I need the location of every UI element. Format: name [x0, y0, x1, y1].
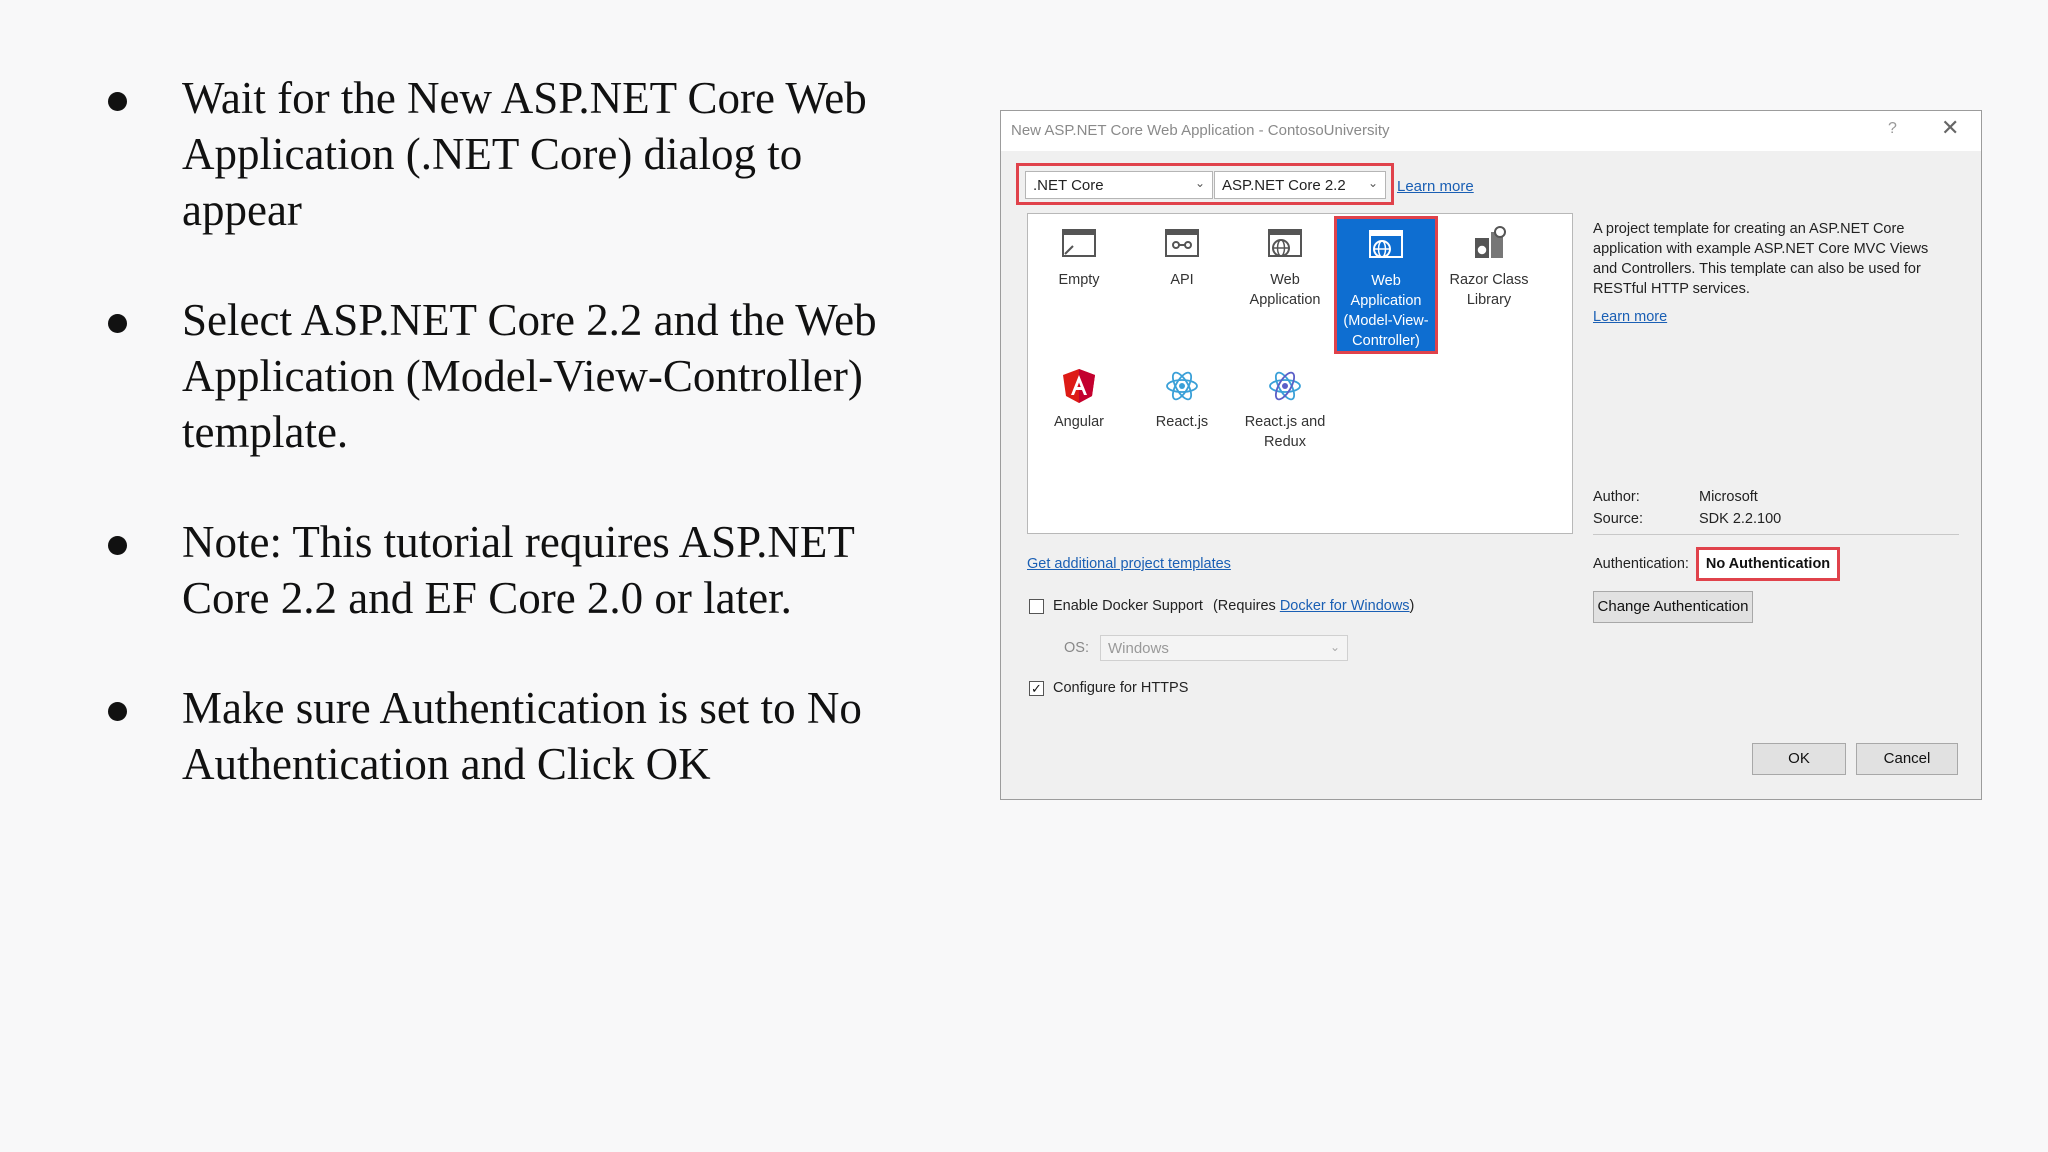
learn-more-link[interactable]: Learn more — [1397, 178, 1474, 195]
empty-template-icon — [1059, 224, 1099, 264]
get-templates-link[interactable]: Get additional project templates — [1027, 556, 1231, 572]
bullet-dot — [108, 92, 127, 111]
dialog-titlebar — [1001, 111, 1981, 151]
authentication-label: Authentication: — [1593, 556, 1689, 572]
template-empty[interactable] — [1030, 214, 1128, 290]
source-value: SDK 2.2.100 — [1699, 511, 1782, 527]
dialog-title: New ASP.NET Core Web Application - ContosoUniversity — [1011, 122, 1390, 139]
https-label: Configure for HTTPS — [1053, 680, 1189, 696]
cancel-button[interactable]: Cancel — [1856, 743, 1958, 775]
bullet-dot — [108, 536, 127, 555]
globe-window-icon — [1265, 224, 1305, 264]
version-select[interactable] — [1214, 171, 1386, 199]
os-select-value: Windows — [1108, 640, 1169, 657]
react-redux-icon — [1265, 366, 1305, 406]
template-web-app[interactable] — [1236, 214, 1334, 310]
help-icon[interactable]: ? — [1888, 120, 1897, 137]
template-description: A project template for creating an ASP.NET Core application with example ASP.NET Core MVC Views and Controllers. This template can also be used for RESTful HTTP services. — [1593, 221, 1929, 297]
razor-library-icon — [1469, 224, 1509, 264]
change-authentication-button[interactable]: Change Authentication — [1593, 591, 1753, 623]
authentication-value: No Authentication — [1696, 547, 1840, 581]
template-label: Web Application (Model-View-Controller) — [1343, 273, 1429, 349]
template-api[interactable] — [1133, 214, 1231, 290]
divider — [1593, 534, 1959, 535]
framework-select-value: .NET Core — [1033, 177, 1104, 194]
template-angular[interactable] — [1030, 356, 1128, 432]
docker-link[interactable]: Docker for Windows — [1279, 598, 1410, 614]
api-template-icon — [1162, 224, 1202, 264]
bullet-dot — [108, 314, 127, 333]
angular-icon — [1059, 366, 1099, 406]
template-label: React.js and Redux — [1244, 414, 1326, 450]
version-select-value: ASP.NET Core 2.2 — [1222, 177, 1346, 194]
template-mvc[interactable] — [1334, 216, 1438, 354]
template-label: Web Application — [1249, 272, 1321, 308]
template-label: API — [1170, 272, 1194, 288]
bullet-text: Note: This tutorial requires ASP.NET Core 2.2 and EF Core 2.0 or later. — [182, 517, 855, 623]
template-label: React.js — [1155, 414, 1209, 430]
bullet-dot — [108, 702, 127, 721]
docker-label: Enable Docker Support (Requires Docker for Windows) — [1053, 598, 1415, 614]
react-icon — [1162, 366, 1202, 406]
template-razor-class-library[interactable] — [1440, 214, 1538, 310]
https-checkbox[interactable]: ✓ — [1029, 681, 1044, 696]
bullet-text: Select ASP.NET Core 2.2 and the Web Application (Model-View-Controller) template. — [182, 295, 877, 457]
os-select — [1100, 635, 1348, 661]
author-value: Microsoft — [1699, 489, 1758, 505]
template-label: Razor Class Library — [1449, 272, 1529, 308]
author-label: Author: — [1593, 489, 1640, 505]
chevron-down-icon: ⌄ — [1367, 176, 1378, 190]
close-icon[interactable]: ✕ — [1941, 115, 1960, 140]
chevron-down-icon: ⌄ — [1329, 640, 1340, 654]
globe-window-icon — [1366, 225, 1406, 265]
framework-select[interactable] — [1025, 171, 1213, 199]
bullet-text: Wait for the New ASP.NET Core Web Application (.NET Core) dialog to appear — [182, 73, 867, 235]
template-label: Angular — [1054, 414, 1104, 430]
docker-checkbox[interactable] — [1029, 599, 1044, 614]
new-project-dialog — [1000, 110, 1982, 800]
template-list — [1027, 213, 1573, 534]
template-react-redux[interactable] — [1236, 356, 1334, 452]
bullet-text: Make sure Authentication is set to No Authentication and Click OK — [182, 683, 862, 789]
ok-button[interactable]: OK — [1752, 743, 1846, 775]
learn-more-link[interactable]: Learn more — [1593, 309, 1668, 325]
os-label: OS: — [1064, 640, 1089, 656]
chevron-down-icon: ⌄ — [1194, 176, 1205, 190]
template-react[interactable] — [1133, 356, 1231, 432]
template-label: Empty — [1058, 272, 1100, 288]
source-label: Source: — [1593, 511, 1643, 527]
